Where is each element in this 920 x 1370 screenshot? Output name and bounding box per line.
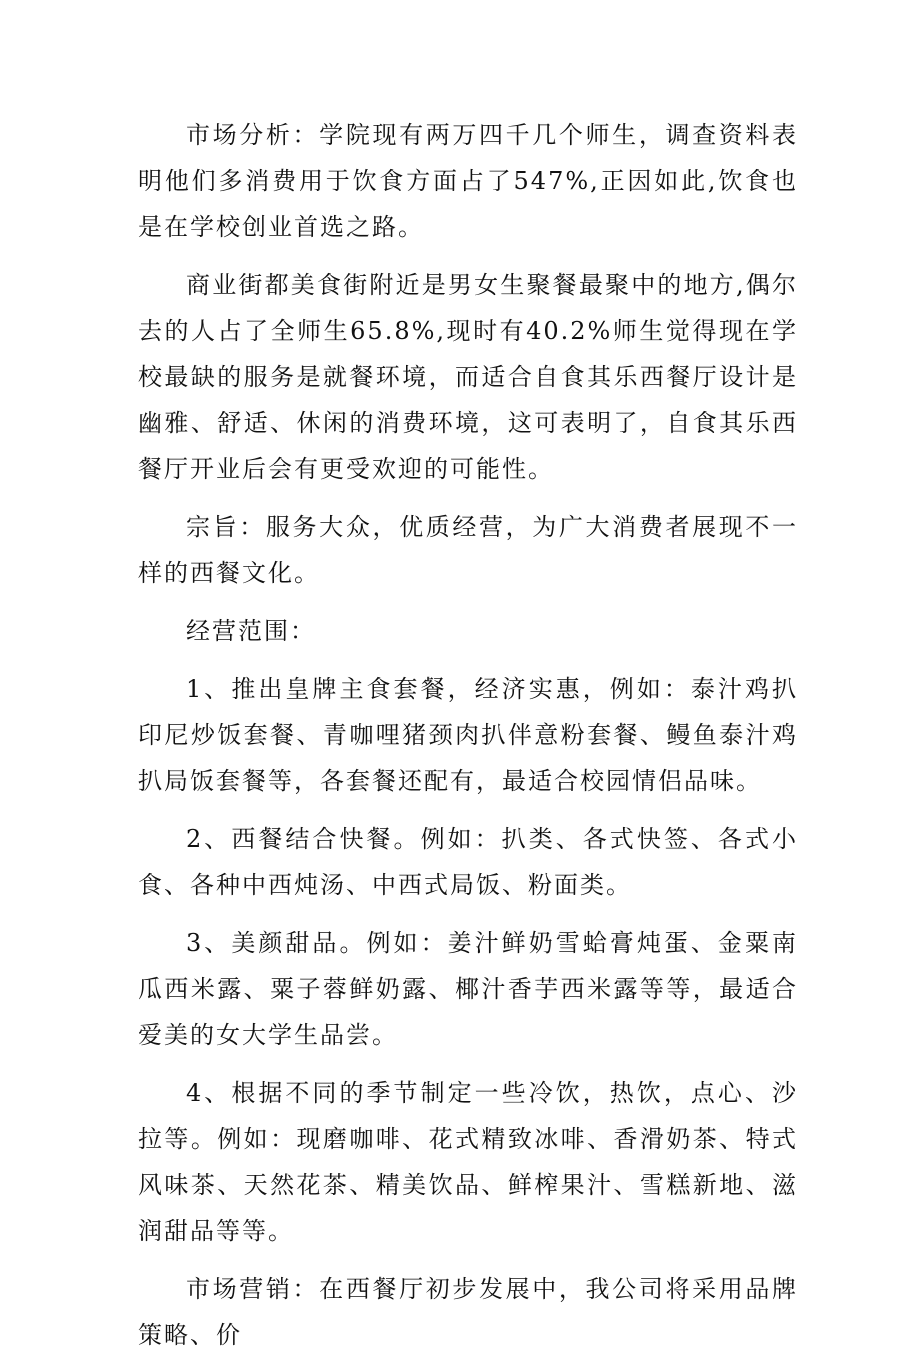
paragraph-market-analysis: 市场分析：学院现有两万四千几个师生，调查资料表明他们多消费用于饮食方面占了547%,正因如此,饮食也是在学校创业首选之路。: [138, 121, 798, 241]
paragraph-scope-item-4: 4、根据不同的季节制定一些冷饮，热饮，点心、沙拉等。例如：现磨咖啡、花式精致冰啡、香滑奶茶、特式风味茶、天然花茶、精美饮品、鲜榨果汁、雪糕新地、滋润甜品等等。: [138, 1079, 798, 1245]
paragraph-purpose: 宗旨：服务大众，优质经营，为广大消费者展现不一样的西餐文化。: [138, 513, 798, 587]
paragraph-business-scope-heading: 经营范围：: [186, 617, 316, 645]
paragraph-commercial-street: 商业街都美食街附近是男女生聚餐最聚中的地方,偶尔去的人占了全师生65.8%,现时有40.2%师生觉得现在学校最缺的服务是就餐环境，而适合自食其乐西餐厅设计是幽雅、舒适、休闲的消费环境，这可表明了，自食其乐西餐厅开业后会有更受欢迎的可能性。: [138, 271, 798, 483]
paragraph-scope-item-3: 3、美颜甜品。例如：姜汁鲜奶雪蛤膏炖蛋、金粟南瓜西米露、粟子蓉鲜奶露、椰汁香芋西米露等等，最适合爱美的女大学生品尝。: [138, 929, 798, 1049]
paragraph-marketing: 市场营销：在西餐厅初步发展中，我公司将采用品牌策略、价: [138, 1275, 798, 1349]
paragraph-scope-item-1: 1、推出皇牌主食套餐，经济实惠，例如：泰汁鸡扒印尼炒饭套餐、青咖哩猪颈肉扒伴意粉套餐、鳗鱼泰汁鸡扒局饭套餐等，各套餐还配有，最适合校园情侣品味。: [138, 675, 798, 795]
document-body: [138, 112, 798, 1370]
paragraph-scope-item-2: 2、西餐结合快餐。例如：扒类、各式快签、各式小食、各种中西炖汤、中西式局饭、粉面类。: [138, 825, 798, 899]
